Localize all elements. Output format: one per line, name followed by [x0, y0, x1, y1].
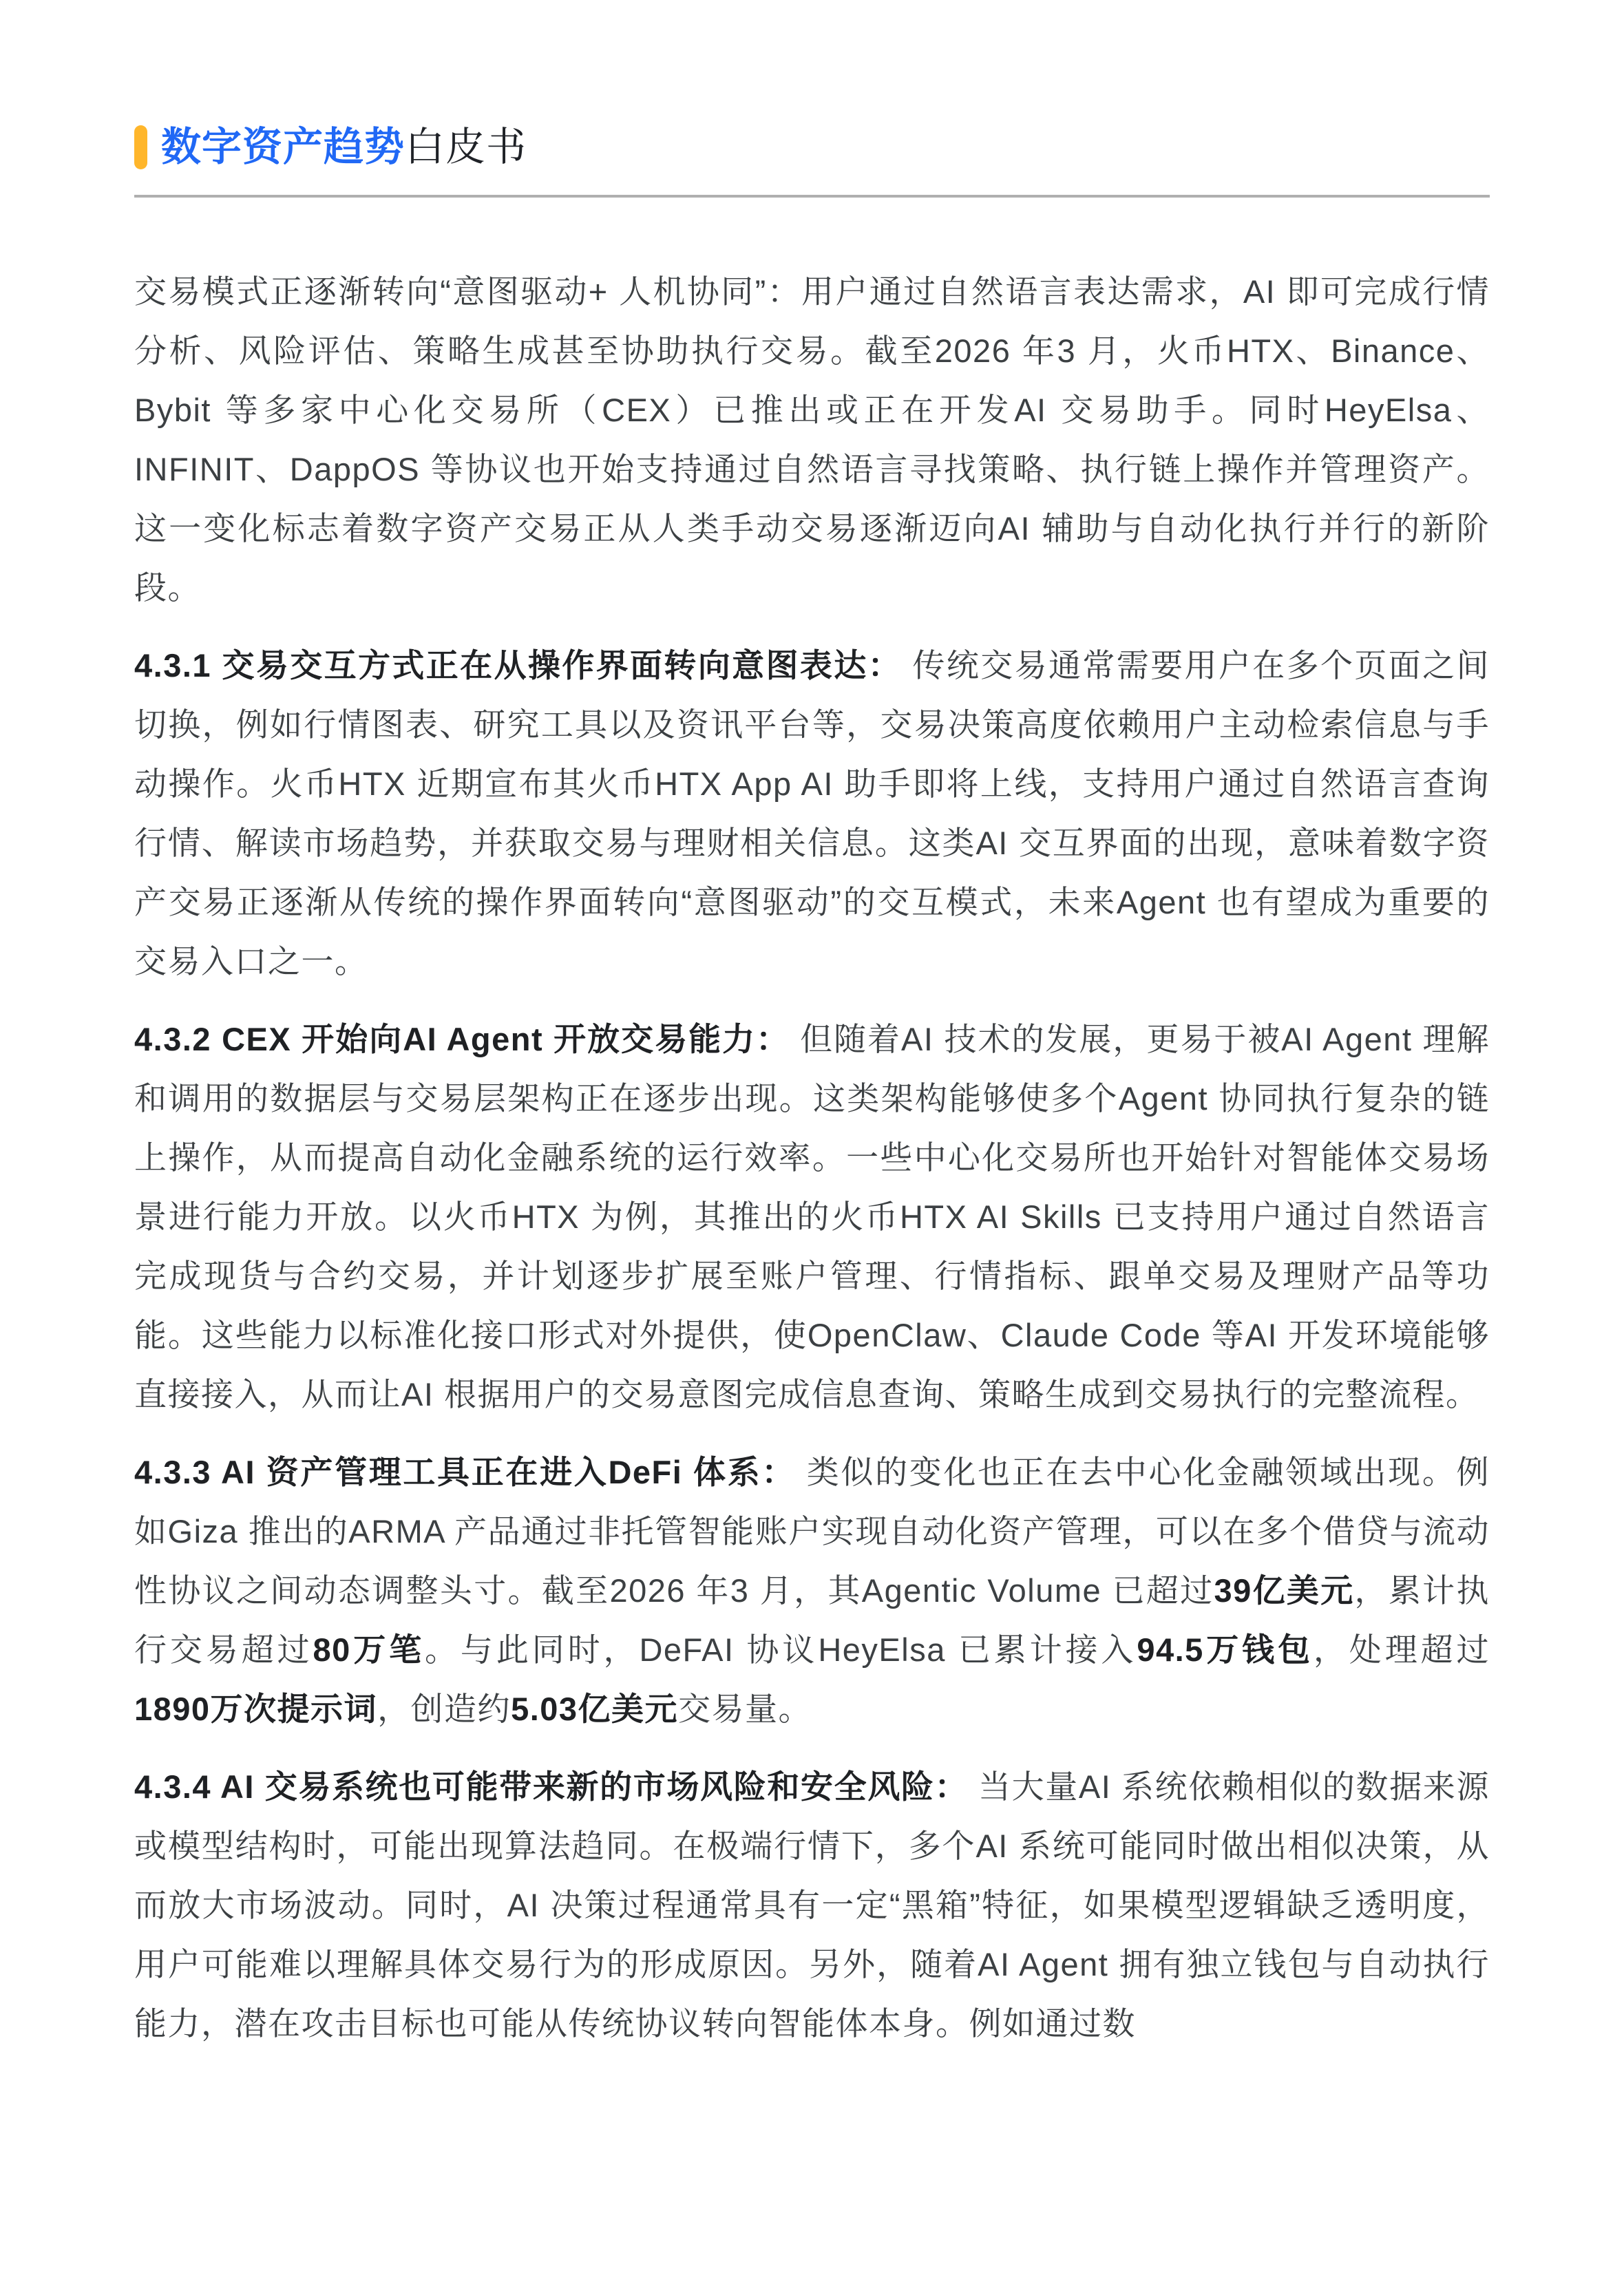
bold-text-run: 5.03亿美元 — [511, 1691, 679, 1727]
text-run: 交易量。 — [678, 1691, 812, 1727]
intro-paragraph — [134, 262, 1490, 617]
bold-text-run: 1890万次提示词 — [134, 1691, 378, 1727]
text-run: 传统交易通常需要用户在多个页面之间切换，例如行情图表、研究工具以及资讯平台等，交易决策高度依赖用户主动检索信息与手动操作。火币HTX 近期宣布其火币HTX App AI 助手即将上线，支持用户通过自然语言查询行情、解读市场趋势，并获取交易与理财相关信息。这类AI 交互界面的出现，意味着数字资产交易正逐渐从传统的操作界面转向“意图驱动”的交互模式，未来Agent 也有望成为重要的交易入口之一。 — [134, 647, 1490, 980]
text-run: 交易模式正逐渐转向“意图驱动+ 人机协同”：用户通过自然语言表达需求，AI 即可完成行情分析、风险评估、策略生成甚至协助执行交易。截至2026 年3 月，火币HTX、Binance、Bybit 等多家中心化交易所（CEX）已推出或正在开发AI 交易助手。同时HeyElsa、INFINIT、DappOS 等协议也开始支持通过自然语言寻找策略、执行链上操作并管理资产。这一变化标志着数字资产交易正从人类手动交易逐渐迈向AI 辅助与自动化执行并行的新阶段。 — [134, 273, 1490, 606]
article — [134, 262, 1490, 2053]
page-header — [134, 123, 1490, 172]
bold-text-run: 4.3.1 交易交互方式正在从操作界面转向意图表达： — [134, 647, 913, 684]
page-title — [161, 123, 527, 172]
text-run: ，创造约 — [377, 1691, 512, 1727]
accent-bar-icon — [134, 125, 147, 169]
header-divider — [134, 195, 1490, 198]
section-4-3-2 — [134, 1010, 1490, 1424]
bold-text-run: 39亿美元 — [1214, 1572, 1355, 1609]
text-run: 类似的变化也正在去中心化金融领域出现。例如Giza 推出的ARMA 产品通过非托管智能账户实现自动化资产管理，可以在多个借贷与流动性协议之间动态调整头寸。截至2026 年3 月，其Agentic Volume 已超过 — [134, 1454, 1490, 1609]
section-4-3-1 — [134, 636, 1490, 991]
page-title-highlight: 数字资产趋势 — [161, 125, 405, 169]
bold-text-run: 4.3.4 AI 交易系统也可能带来新的市场风险和安全风险： — [134, 1768, 978, 1805]
bold-text-run: 94.5万钱包 — [1137, 1631, 1314, 1668]
text-run: 当大量AI 系统依赖相似的数据来源或模型结构时，可能出现算法趋同。在极端行情下，多个AI 系统可能同时做出相似决策，从而放大市场波动。同时，AI 决策过程通常具有一定“黑箱”特征，如果模型逻辑缺乏透明度，用户可能难以理解具体交易行为的形成原因。另外，随着AI Agent 拥有独立钱包与自动执行能力，潜在攻击目标也可能从传统协议转向智能体本身。例如通过数 — [134, 1768, 1490, 2042]
section-4-3-3 — [134, 1443, 1490, 1739]
text-run: ，处理超过 — [1313, 1631, 1490, 1668]
bold-text-run: 4.3.3 AI 资产管理工具正在进入DeFi 体系： — [134, 1454, 807, 1490]
bold-text-run: 80万笔 — [313, 1631, 425, 1668]
text-run: 。与此同时，DeFAI 协议HeyElsa 已累计接入 — [425, 1631, 1137, 1668]
section-4-3-4 — [134, 1757, 1490, 2053]
page-title-rest: 白皮书 — [405, 125, 527, 169]
bold-text-run: 4.3.2 CEX 开始向AI Agent 开放交易能力： — [134, 1021, 801, 1057]
text-run: ，累计执行交易超过 — [134, 1572, 1490, 1668]
text-run: 但随着AI 技术的发展，更易于被AI Agent 理解和调用的数据层与交易层架构正在逐步出现。这类架构能够使多个Agent 协同执行复杂的链上操作，从而提高自动化金融系统的运行效率。一些中心化交易所也开始针对智能体交易场景进行能力开放。以火币HTX 为例，其推出的火币HTX AI Skills 已支持用户通过自然语言完成现货与合约交易，并计划逐步扩展至账户管理、行情指标、跟单交易及理财产品等功能。这些能力以标准化接口形式对外提供，使OpenClaw、Claude Code 等AI 开发环境能够直接接入，从而让AI 根据用户的交易意图完成信息查询、策略生成到交易执行的完整流程。 — [134, 1021, 1490, 1413]
